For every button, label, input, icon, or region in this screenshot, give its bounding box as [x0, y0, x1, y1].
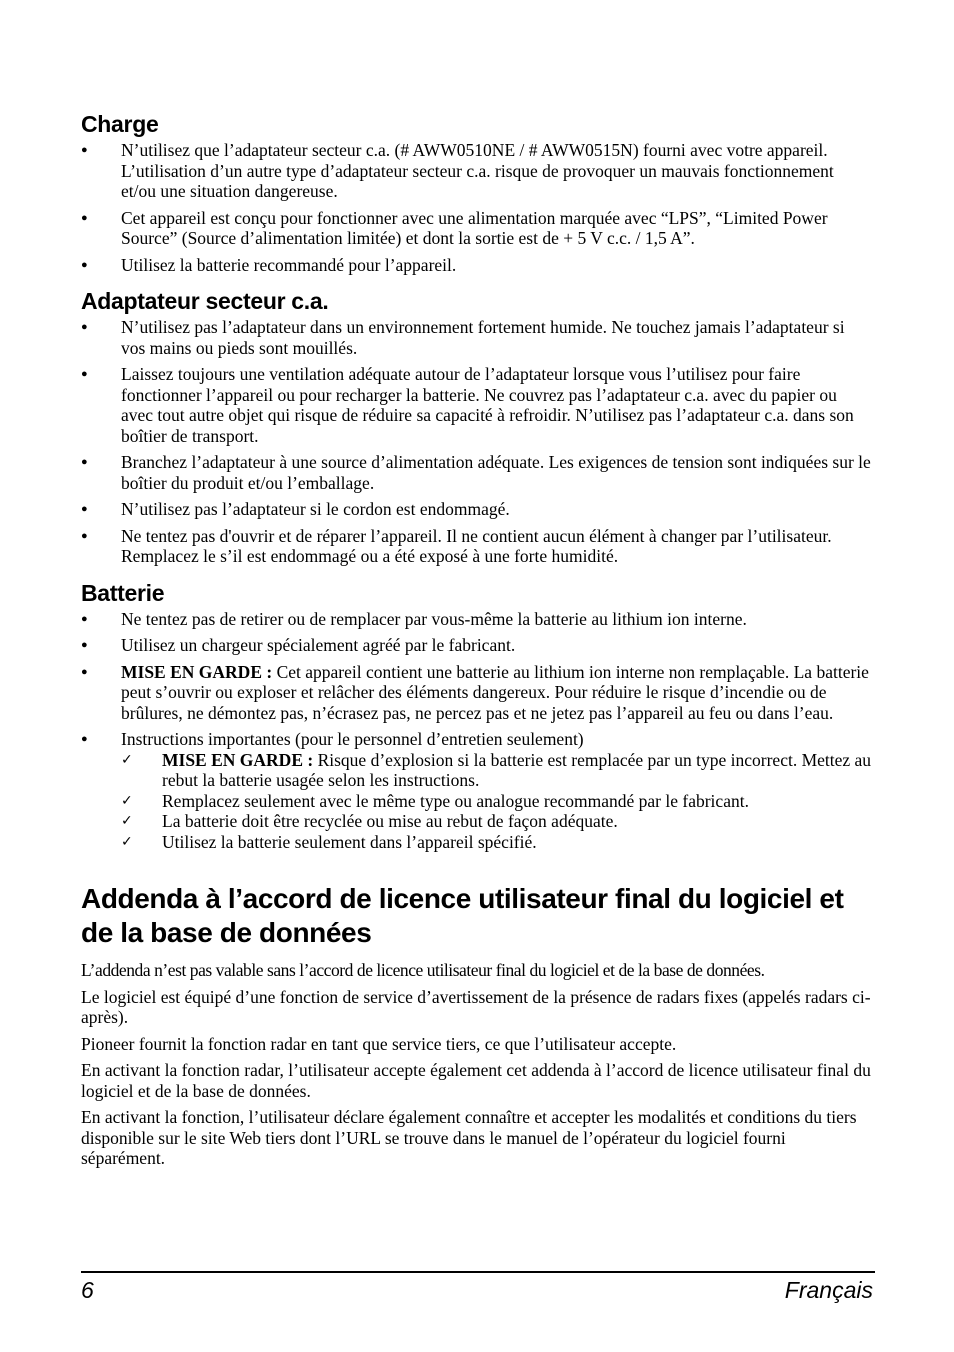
adaptateur-list	[81, 317, 873, 567]
list-item-warning	[81, 662, 873, 724]
instructions-label: Instructions importantes (pour le personnel d’entretien seulement)	[121, 729, 584, 749]
footer-language: Français	[784, 1277, 873, 1303]
list-item: ● N’utilisez pas l’adaptateur dans un environnement fortement humide. Ne touchez jamais l’adaptateur si vos mains ou pieds sont mouillés.	[81, 317, 873, 358]
addenda-paragraph: En activant la fonction radar, l’utilisateur accepte également cet addenda à l’accord de licence utilisateur final du logiciel et de la base de données.	[81, 1060, 871, 1101]
list-item-instructions	[81, 729, 873, 852]
list-item: ● N’utilisez pas l’adaptateur si le cordon est endommagé.	[81, 499, 873, 520]
section-heading-adaptateur: Adaptateur secteur c.a.	[81, 288, 329, 314]
list-item: ● Utilisez un chargeur spécialement agréé par le fabricant.	[81, 635, 873, 656]
list-item: ● Laissez toujours une ventilation adéquate autour de l’adaptateur lorsque vous l’utilisez pour faire fonctionner l’appareil ou pour recharger la batterie. Ne couvrez pas l’adaptateur c.a. avec du papier ou avec tout autre objet qui risque de réduire sa capacité à refroidir. N’utilisez pas l’adaptateur c.a. dans son boîtier de transport.	[81, 364, 873, 446]
check-text: Risque d’explosion si la batterie est remplacée par un type incorrect. Mettez au rebut la batterie usagée selon les instructions.	[162, 749, 872, 790]
page-content	[81, 110, 873, 1175]
footer-divider	[81, 1271, 875, 1273]
section-heading-charge: Charge	[81, 111, 159, 137]
addenda-paragraph: En activant la fonction, l’utilisateur déclare également connaître et accepter les modalités et conditions du tiers disponible sur le site Web tiers dont l’URL se trouve dans le manuel de l’opérateur du logiciel fourni séparément.	[81, 1107, 857, 1168]
check-item: ✓ Remplacez seulement avec le même type ou analogue recommandé par le fabricant.	[121, 791, 873, 812]
list-item: ● N’utilisez que l’adaptateur secteur c.a. (# AWW0510NE / # AWW0515N) fourni avec votre appareil. L’utilisation d’un autre type d’adaptateur secteur c.a. risque de provoquer un mauvais fonctionnement et/ou une situation dangereuse.	[81, 140, 873, 202]
batterie-list	[81, 609, 873, 853]
instructions-checklist	[121, 750, 873, 853]
check-item: ✓ Utilisez la batterie seulement dans l’appareil spécifié.	[121, 832, 873, 853]
addenda-paragraph: L’addenda n’est pas valable sans l’accord de licence utilisateur final du logiciel et de la base de données.	[81, 960, 765, 980]
charge-list	[81, 140, 873, 275]
list-item: ● Ne tentez pas d'ouvrir et de réparer l’appareil. Il ne contient aucun élément à changer par l’utilisateur. Remplacez le s’il est endommagé ou a été exposé à une forte humidité.	[81, 526, 873, 567]
list-item: ● Branchez l’adaptateur à une source d’alimentation adéquate. Les exigences de tension sont indiquées sur le boîtier du produit et/ou l’emballage.	[81, 452, 873, 493]
warning-label: MISE EN GARDE :	[162, 749, 314, 770]
list-item: ● Cet appareil est conçu pour fonctionner avec une alimentation marquée avec “LPS”, “Limited Power Source” (Source d’alimentation limitée) et dont la sortie est de + 5 V c.c. / 1,5 A”.	[81, 208, 873, 249]
page-number: 6	[81, 1277, 94, 1303]
addenda-paragraph: Le logiciel est équipé d’une fonction de service d’avertissement de la présence de radars fixes (appelés radars ci-après).	[81, 986, 871, 1027]
list-item: ● Utilisez la batterie recommandé pour l’appareil.	[81, 255, 873, 276]
addenda-heading: Addenda à l’accord de licence utilisateur final du logiciel et de la base de données	[81, 883, 844, 948]
warning-text: Cet appareil contient une batterie au lithium ion interne non remplaçable. La batterie peut s’ouvrir ou exploser et relâcher des éléments dangereux. Pour réduire le risque d’incendie ou de brûlures, ne démontez pas, n’écrasez pas, ne percez pas et ne jetez pas l’appareil au feu ou dans l’eau.	[121, 661, 869, 723]
warning-label: MISE EN GARDE :	[121, 661, 273, 682]
check-item	[121, 750, 873, 791]
list-item: ● Ne tentez pas de retirer ou de remplacer par vous-même la batterie au lithium ion interne.	[81, 609, 873, 630]
check-item: ✓ La batterie doit être recyclée ou mise au rebut de façon adéquate.	[121, 811, 873, 832]
section-heading-batterie: Batterie	[81, 579, 165, 606]
addenda-paragraph: Pioneer fournit la fonction radar en tant que service tiers, ce que l’utilisateur accepte.	[81, 1033, 677, 1054]
